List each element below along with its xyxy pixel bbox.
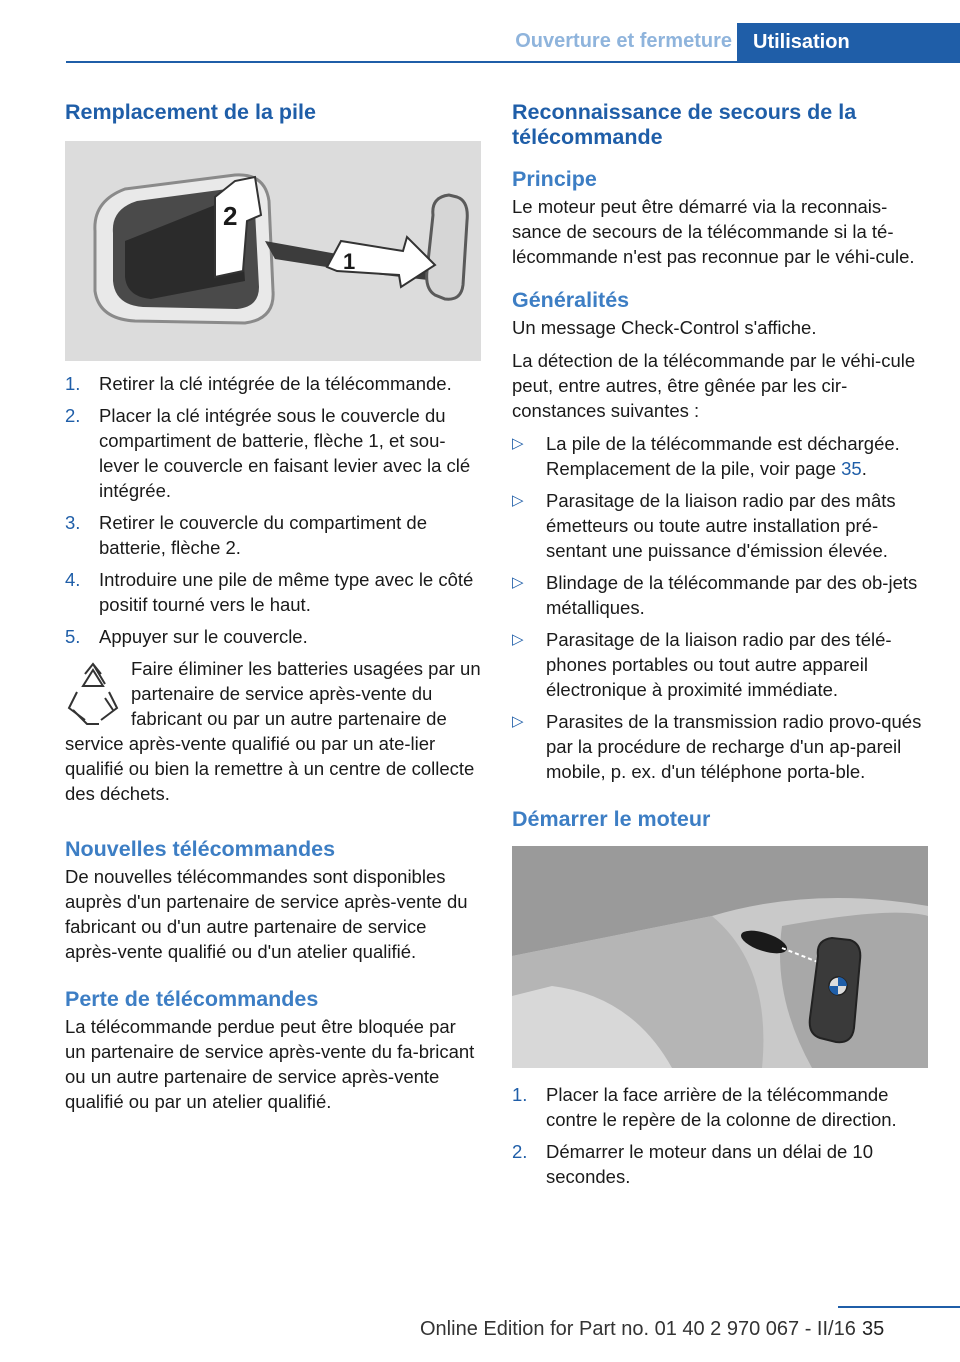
list-item [65,371,481,396]
list-item [512,488,928,563]
step-number: 4. [65,569,81,590]
page-number-rule [838,1306,960,1308]
start-engine-figure [512,846,928,1068]
step-number: 2. [512,1141,528,1162]
bullet-triangle-icon: ▷ [512,631,524,648]
figure-label-arrow1: 1 [343,249,356,274]
step-number: 1. [512,1084,528,1105]
header-chapter-tab: Utilisation [737,23,960,63]
step-number: 5. [65,626,81,647]
general-text-1: Un message Check-Control s'affiche. [512,317,817,338]
list-item [65,403,481,503]
emergency-detection-title: Reconnaissance de secours de la télécommande [512,100,857,149]
bullet-text: Parasitage de la liaison radio par des mâts émetteurs ou toute autre installation pré-sentant une puissance d'émission élevée. [546,490,896,561]
lost-remotes-text: La télécommande perdue peut être bloquée par un partenaire de service après-vente du fa-bricant ou un autre partenaire de service après-vente qualifié ou par un atelier qualifié. [65,1016,475,1112]
step-text: Placer la face arrière de la télécommande contre le repère de la colonne de direction. [546,1084,897,1130]
header-section-title: Ouverture et fermeture [515,30,732,52]
bullet-text: La pile de la télécommande est déchargée. Remplacement de la pile, voir page [546,433,900,479]
list-item [512,431,928,481]
bullet-triangle-icon: ▷ [512,574,524,591]
key-battery-figure [65,141,481,361]
step-text: Placer la clé intégrée sous le couvercle du compartiment de batterie, flèche 1, et sou-lever le couvercle en faisant levier avec la clé intégrée. [99,405,471,501]
bullet-triangle-icon: ▷ [512,713,524,730]
edition-footer: Online Edition for Part no. 01 40 2 970 067 - II/16 [420,1318,856,1340]
battery-steps-list [65,371,481,649]
page-link[interactable]: 35 [841,458,862,479]
step-text: Démarrer le moteur dans un délai de 10 secondes. [546,1141,874,1187]
general-text-2: La détection de la télécommande par le véhi-cule peut, entre autres, être gênée par les cir-constances suivantes : [512,350,916,421]
list-item [512,709,928,784]
step-text: Retirer la clé intégrée de la télécommande. [99,373,452,394]
bullet-text-end: . [861,458,867,479]
list-item [512,1082,928,1132]
bullet-triangle-icon: ▷ [512,435,524,452]
principle-title: Principe [512,167,597,191]
start-steps-list [512,1082,928,1189]
step-text: Introduire une pile de même type avec le côté positif tourné vers le haut. [99,569,474,615]
start-engine-title: Démarrer le moteur [512,807,711,831]
new-remotes-text: De nouvelles télécommandes sont disponibles auprès d'un partenaire de service après-vente du fabricant ou d'un autre partenaire de service après-vente qualifié ou d'un atelier qualifié. [65,866,468,962]
step-text: Retirer le couvercle du compartiment de batterie, flèche 2. [99,512,428,558]
list-item [512,1139,928,1189]
bullet-triangle-icon: ▷ [512,492,524,509]
step-number: 2. [65,405,81,426]
list-item [65,567,481,617]
bullet-text: Blindage de la télécommande par des ob-jets métalliques. [546,572,918,618]
step-number: 1. [65,373,81,394]
bullet-text: Parasites de la transmission radio provo-qués par la procédure de recharge d'un ap-pareil mobile, p. ex. d'un téléphone porta-ble. [546,711,922,782]
note-text: Faire éliminer les batteries usagées par un partenaire de service après-vente du fabricant ou par un autre partenaire de service après-vente qualifié ou par un ate-lier qualifié ou bien la remettre à un centre de collecte des déchets. [65,658,481,804]
new-remotes-title: Nouvelles télécommandes [65,837,336,861]
header-rule [66,61,960,63]
steering-column-illustration [512,846,928,1068]
recycling-note [65,656,481,806]
battery-replacement-title: Remplacement de la pile [65,100,316,124]
step-text: Appuyer sur le couvercle. [99,626,308,647]
interference-list [512,431,928,784]
recycling-icon [65,662,121,730]
step-number: 3. [65,512,81,533]
figure-label-arrow2: 2 [223,201,238,231]
left-column [65,100,481,1122]
list-item [512,627,928,702]
general-title: Généralités [512,288,630,312]
list-item [512,570,928,620]
lost-remotes-title: Perte de télécommandes [65,987,319,1011]
list-item [65,624,481,649]
bullet-text: Parasitage de la liaison radio par des télé-phones portables ou tout autre appareil électronique à proximité immédiate. [546,629,892,700]
right-column [512,100,928,1196]
principle-text: Le moteur peut être démarré via la reconnais-sance de secours de la télécommande si la té-lécommande n'est pas reconnue par le véhi-cule. [512,196,915,267]
page-number: 35 [862,1318,885,1340]
key-fob-illustration [65,141,481,361]
list-item [65,510,481,560]
